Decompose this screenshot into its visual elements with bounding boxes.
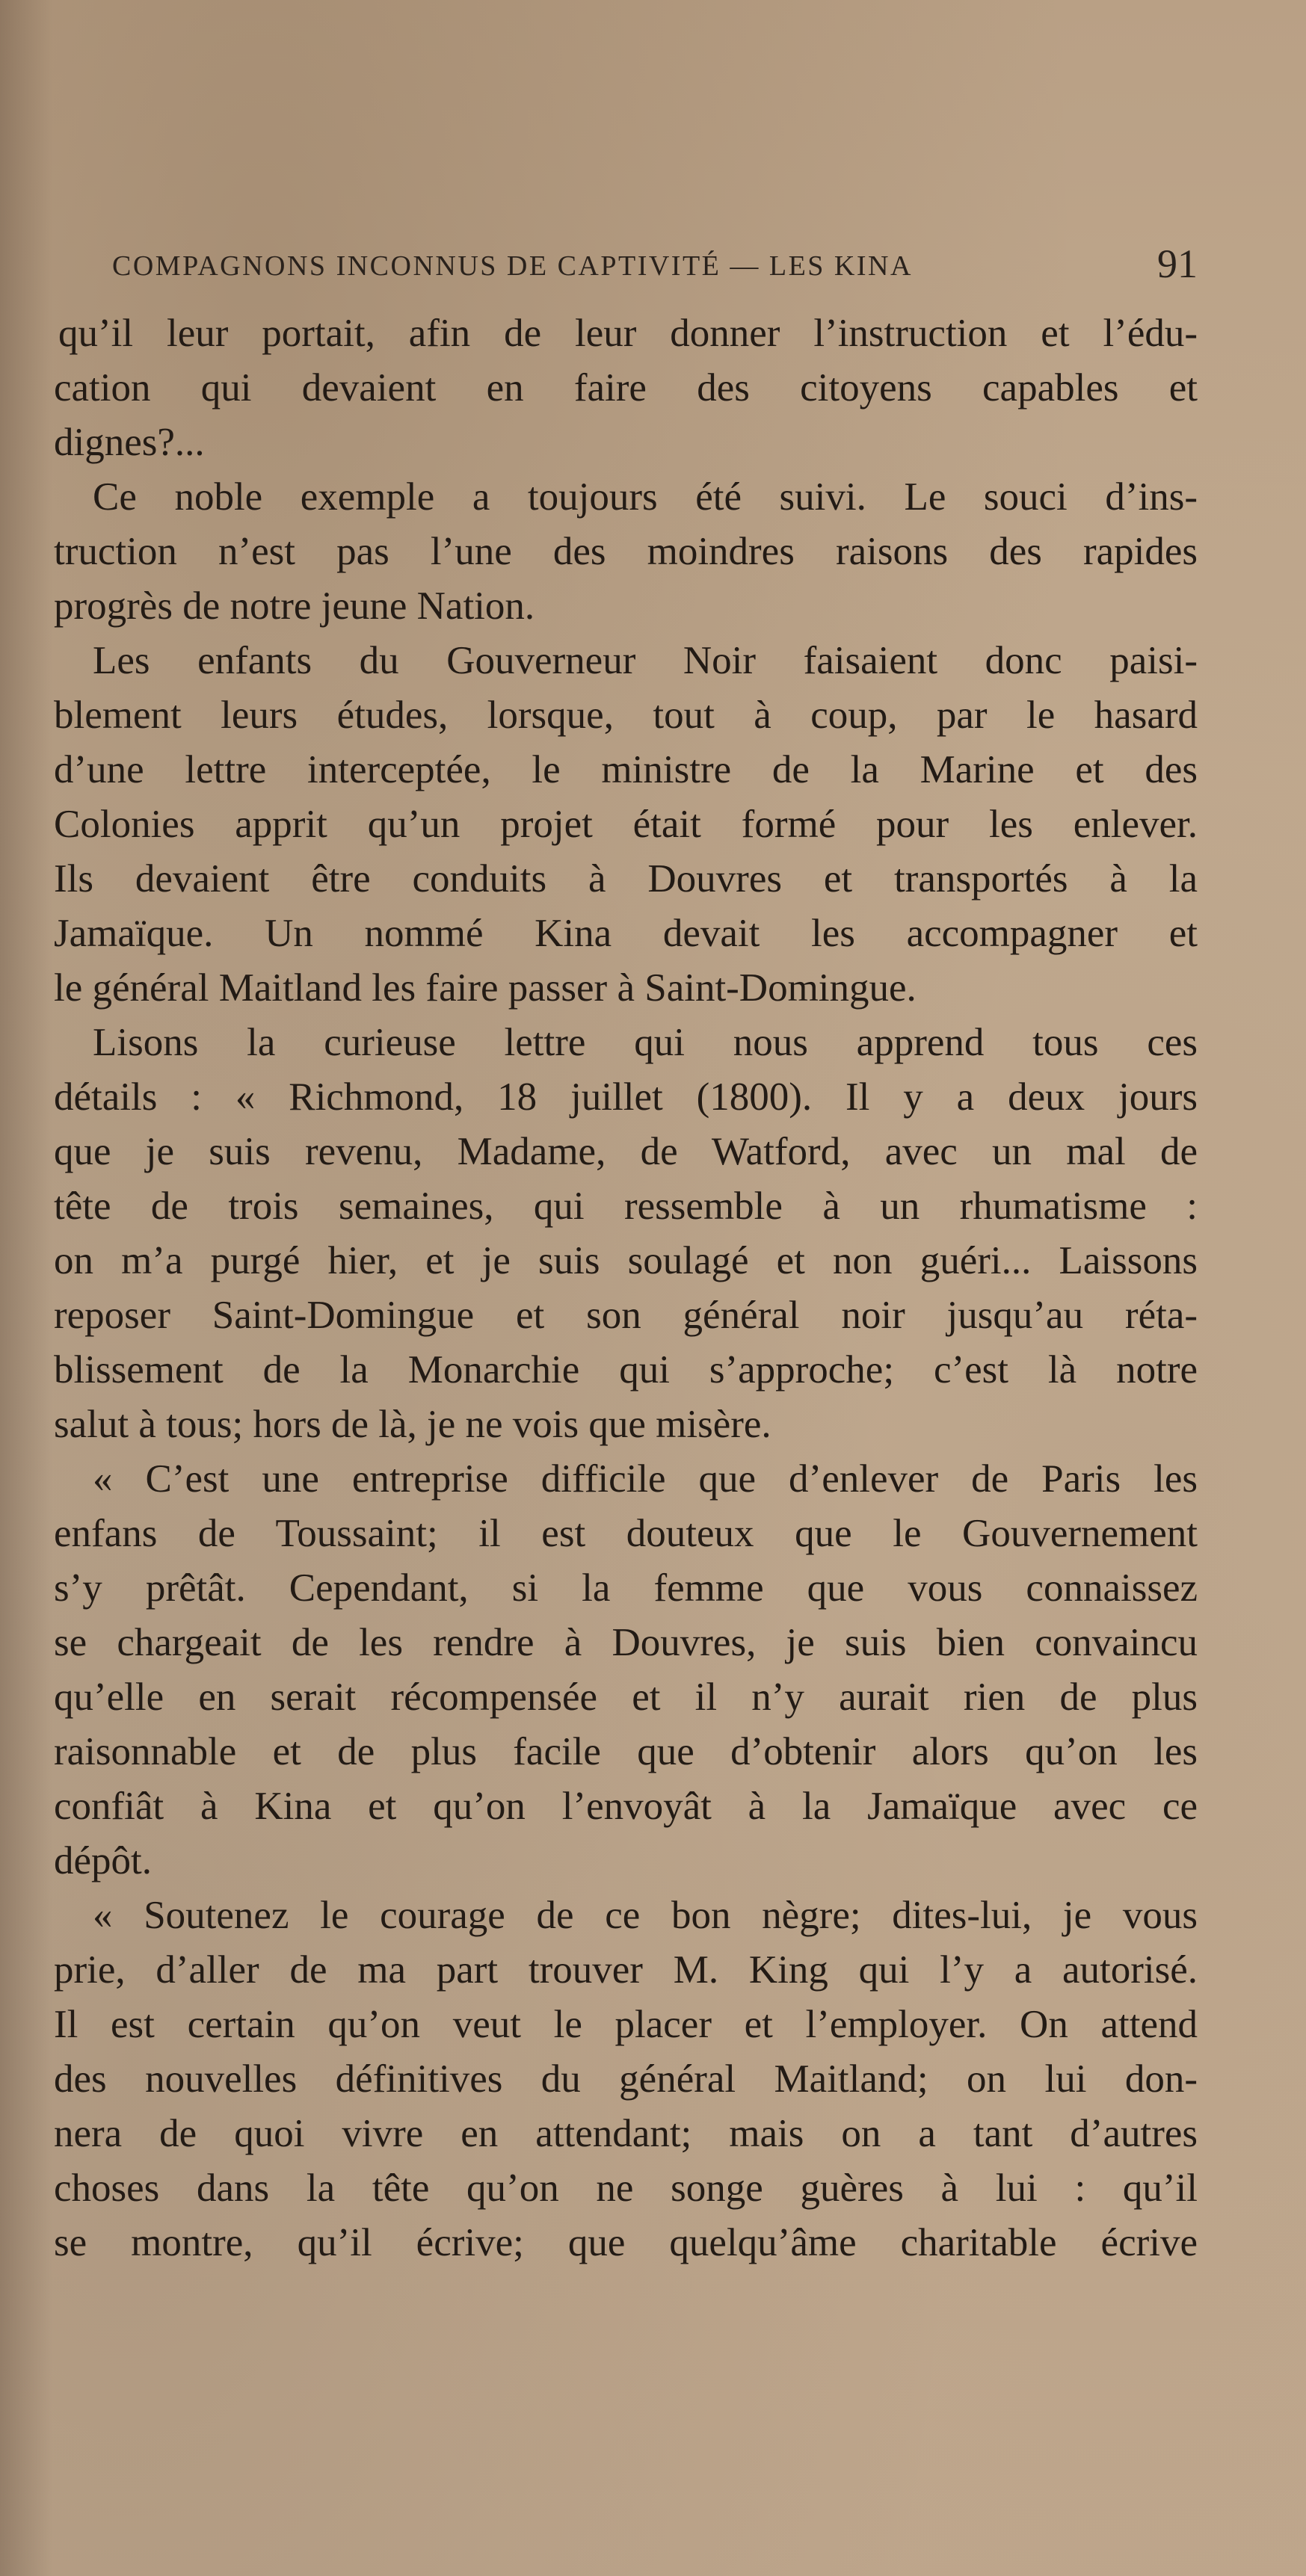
text-line: Il est certain qu’on veut le placer et l’employer. On attend: [54, 2003, 1198, 2046]
text-line: se montre, qu’il écrive; que quelqu’âme charitable écrive: [54, 2221, 1198, 2264]
text-line: d’une lettre interceptée, le ministre de la Marine et des: [54, 748, 1198, 791]
text-line: blement leurs études, lorsque, tout à coup, par le hasard: [54, 694, 1198, 737]
running-head: [112, 238, 1198, 297]
text-line: on m’a purgé hier, et je suis soulagé et non guéri... Laissons: [54, 1239, 1198, 1282]
text-line: progrès de notre jeune Nation.: [54, 584, 535, 628]
text-line: des nouvelles définitives du général Maitland; on lui don-: [54, 2057, 1198, 2101]
text-line: que je suis revenu, Madame, de Watford, avec un mal de: [54, 1130, 1198, 1173]
text-line: se chargeait de les rendre à Douvres, je suis bien convaincu: [54, 1621, 1198, 1664]
text-line: « Soutenez le courage de ce bon nègre; dites-lui, je vous: [93, 1894, 1198, 1937]
text-line: enfans de Toussaint; il est douteux que le Gouvernement: [54, 1512, 1198, 1555]
text-line: raisonnable et de plus facile que d’obtenir alors qu’on les: [54, 1730, 1198, 1773]
text-line: truction n’est pas l’une des moindres raisons des rapides: [54, 530, 1198, 573]
text-line: Les enfants du Gouverneur Noir faisaient donc paisi-: [93, 639, 1198, 682]
text-line: Jamaïque. Un nommé Kina devait les accompagner et: [54, 912, 1198, 955]
text-line: Colonies apprit qu’un projet était formé pour les enlever.: [54, 803, 1198, 846]
body-text: [54, 306, 1198, 2270]
text-line: confiât à Kina et qu’on l’envoyât à la Jamaïque avec ce: [54, 1785, 1198, 1828]
text-line: détails : « Richmond, 18 juillet (1800). Il y a deux jours: [54, 1075, 1198, 1119]
text-line: Lisons la curieuse lettre qui nous apprend tous ces: [93, 1021, 1198, 1064]
text-line: prie, d’aller de ma part trouver M. King qui l’y a autorisé.: [54, 1948, 1198, 1992]
text-line: cation qui devaient en faire des citoyens capables et: [54, 366, 1198, 410]
text-line: dépôt.: [54, 1839, 152, 1882]
text-line: dignes?...: [54, 421, 205, 464]
text-line: blissement de la Monarchie qui s’approche; c’est là notre: [54, 1348, 1198, 1392]
text-line: qu’elle en serait récompensée et il n’y aurait rien de plus: [54, 1675, 1198, 1719]
running-title: COMPAGNONS INCONNUS DE CAPTIVITÉ — LES KINA: [112, 250, 913, 282]
text-line: tête de trois semaines, qui ressemble à un rhumatisme :: [54, 1184, 1198, 1228]
text-line: « C’est une entreprise difficile que d’enlever de Paris les: [93, 1457, 1198, 1501]
text-line: salut à tous; hors de là, je ne vois que misère.: [54, 1403, 771, 1446]
text-line: qu’il leur portait, afin de leur donner l’instruction et l’édu-: [58, 312, 1198, 355]
text-line: reposer Saint-Domingue et son général noir jusqu’au réta-: [54, 1294, 1198, 1337]
page-edge-shadow: [0, 0, 52, 2576]
page-number: 91: [1157, 241, 1198, 286]
text-line: Ce noble exemple a toujours été suivi. Le souci d’ins-: [93, 475, 1198, 519]
text-line: choses dans la tête qu’on ne songe guères à lui : qu’il: [54, 2166, 1198, 2210]
text-line: Ils devaient être conduits à Douvres et transportés à la: [54, 857, 1198, 901]
text-line: le général Maitland les faire passer à Saint-Domingue.: [54, 966, 917, 1010]
text-line: s’y prêtât. Cependant, si la femme que vous connaissez: [54, 1566, 1198, 1610]
text-line: nera de quoi vivre en attendant; mais on a tant d’autres: [54, 2112, 1198, 2155]
